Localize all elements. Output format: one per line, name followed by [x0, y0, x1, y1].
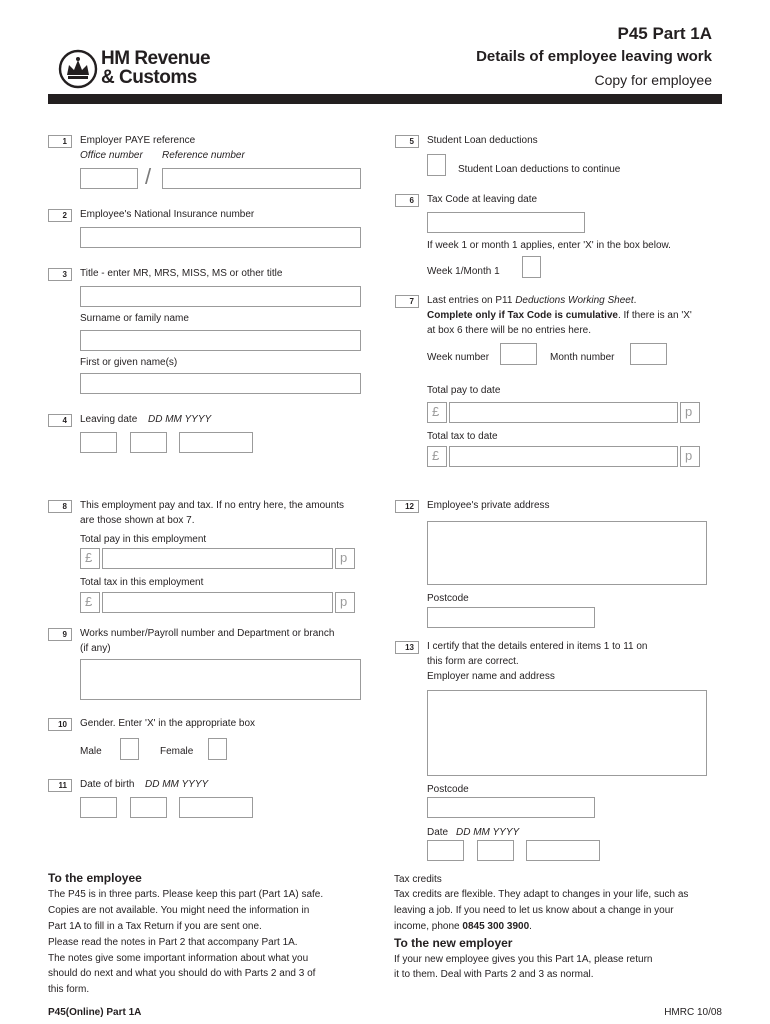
- box6-note: at box 6 there will be no entries here.: [427, 325, 591, 336]
- employee-notes-5: The notes give some important information about what you: [48, 953, 309, 964]
- gender-label: Gender. Enter 'X' in the appropriate box: [80, 718, 256, 729]
- cumulative-rest: . If there is an 'X': [617, 310, 692, 321]
- form-subtitle: Details of employee leaving work: [476, 48, 712, 65]
- pound-icon: £: [432, 404, 440, 419]
- works-number-label-2: (if any): [80, 643, 111, 654]
- employment-pay-label-2: are those shown at box 7.: [80, 515, 195, 526]
- total-pay-to-date-field[interactable]: [449, 402, 678, 423]
- box-number-10: 10: [48, 718, 72, 731]
- employee-notes-3: Part 1A to fill in a Tax Return if you are sent one.: [48, 921, 262, 932]
- employer-postcode-label: Postcode: [427, 784, 469, 795]
- employee-postcode-field[interactable]: [427, 607, 595, 628]
- pound-icon: £: [432, 448, 440, 463]
- employee-notes-6: should do next and what you should do with Parts 2 and 3 of: [48, 968, 316, 979]
- first-name-field[interactable]: [80, 373, 361, 394]
- pound-icon: £: [85, 550, 93, 565]
- box-number-8: 8: [48, 500, 72, 513]
- box-number-4: 4: [48, 414, 72, 427]
- box-number-7: 7: [395, 295, 419, 308]
- employee-notes-1: The P45 is in three parts. Please keep this part (Part 1A) safe.: [48, 889, 324, 900]
- student-loan-checkbox[interactable]: [427, 154, 446, 176]
- title-label: Title - enter MR, MRS, MISS, MS or other title: [80, 268, 283, 279]
- week-number-field[interactable]: [500, 343, 537, 365]
- ni-number-field[interactable]: [80, 227, 361, 248]
- employee-notes-2: Copies are not available. You might need the information in: [48, 905, 310, 916]
- phone-prefix: income, phone: [394, 921, 463, 932]
- private-address-field[interactable]: [427, 521, 707, 585]
- form-ref: HMRC 10/08: [664, 1007, 722, 1018]
- to-employee-heading: To the employee: [48, 871, 142, 885]
- box-number-12: 12: [395, 500, 419, 513]
- box-number-5: 5: [395, 135, 419, 148]
- female-label: Female: [160, 746, 194, 757]
- office-number-label: Office number: [80, 150, 143, 161]
- ni-number-label: Employee's National Insurance number: [80, 209, 255, 220]
- reference-number-field[interactable]: [162, 168, 361, 189]
- certify-day-field[interactable]: [427, 840, 464, 861]
- employment-pay-label-1: This employment pay and tax. If no entry here, the amounts: [80, 500, 345, 511]
- week1-note: If week 1 or month 1 applies, enter 'X' in the box below.: [427, 240, 671, 251]
- total-pay-employment-label: Total pay in this employment: [80, 534, 207, 545]
- week-number-label: Week number: [427, 352, 490, 363]
- brand-line2: & Customs: [101, 67, 197, 88]
- employer-postcode-field[interactable]: [427, 797, 595, 818]
- total-pay-to-date-label: Total pay to date: [427, 385, 501, 396]
- form-id: P45(Online) Part 1A: [48, 1007, 142, 1018]
- dob-month-field[interactable]: [130, 797, 167, 818]
- working-sheet-text: Deductions Working Sheet: [515, 295, 634, 306]
- total-tax-to-date-field[interactable]: [449, 446, 678, 467]
- week1-month1-checkbox[interactable]: [522, 256, 541, 278]
- total-tax-employment-field[interactable]: [102, 592, 333, 613]
- employee-postcode-label: Postcode: [427, 593, 469, 604]
- hmrc-logo: [58, 48, 233, 90]
- form-title: P45 Part 1A: [617, 24, 712, 43]
- reference-number-label: Reference number: [162, 150, 245, 161]
- employer-paye-label: Employer PAYE reference: [80, 135, 196, 146]
- week1-month1-label: Week 1/Month 1: [427, 266, 500, 277]
- new-employer-heading: To the new employer: [394, 936, 513, 950]
- leaving-day-field[interactable]: [80, 432, 117, 453]
- pound-icon: £: [85, 594, 93, 609]
- surname-field[interactable]: [80, 330, 361, 351]
- dob-day-field[interactable]: [80, 797, 117, 818]
- certify-date-label: Date: [427, 827, 449, 838]
- certify-month-field[interactable]: [477, 840, 514, 861]
- phone-suffix: .: [529, 921, 532, 932]
- certify-line-2: this form are correct.: [427, 656, 519, 667]
- month-number-field[interactable]: [630, 343, 667, 365]
- total-pay-employment-field[interactable]: [102, 548, 333, 569]
- box-number-6: 6: [395, 194, 419, 207]
- pence-icon: p: [340, 550, 348, 565]
- office-number-field[interactable]: [80, 168, 138, 189]
- tax-code-label: Tax Code at leaving date: [427, 194, 538, 205]
- phone-number: 0845 300 3900: [462, 921, 530, 932]
- dob-format: DD MM YYYY: [145, 779, 209, 790]
- works-number-field[interactable]: [80, 659, 361, 700]
- pence-icon: p: [685, 448, 693, 463]
- cumulative-note: [427, 309, 692, 322]
- leaving-year-field[interactable]: [179, 432, 253, 453]
- first-name-label: First or given name(s): [80, 357, 178, 368]
- box-number-3: 3: [48, 268, 72, 281]
- paye-slash: /: [145, 164, 152, 189]
- last-entries-text: Last entries on P11: [427, 295, 516, 306]
- new-employer-line-1: If your new employee gives you this Part 1A, please return: [394, 954, 653, 965]
- copy-label: Copy for employee: [594, 72, 712, 88]
- male-checkbox[interactable]: [120, 738, 139, 760]
- month-number-label: Month number: [550, 352, 615, 363]
- tax-credits-line-1: Tax credits are flexible. They adapt to changes in your life, such as: [394, 889, 689, 900]
- tax-code-field[interactable]: [427, 212, 585, 233]
- employer-name-address-label: Employer name and address: [427, 671, 555, 682]
- last-entries-period: .: [633, 295, 637, 306]
- dob-label: Date of birth: [80, 779, 135, 790]
- certify-year-field[interactable]: [526, 840, 600, 861]
- pence-icon: p: [340, 594, 348, 609]
- student-loan-continue-label: Student Loan deductions to continue: [458, 164, 621, 175]
- employer-address-field[interactable]: [427, 690, 707, 776]
- new-employer-line-2: it to them. Deal with Parts 2 and 3 as normal.: [394, 969, 594, 980]
- box-number-11: 11: [48, 779, 72, 792]
- pence-icon: p: [685, 404, 693, 419]
- title-field[interactable]: [80, 286, 361, 307]
- student-loan-label: Student Loan deductions: [427, 135, 538, 146]
- works-number-label-1: Works number/Payroll number and Department or branch: [80, 628, 335, 639]
- tax-credits-line-2: leaving a job. If you need to let us know about a change in your: [394, 905, 674, 916]
- header-rule: [48, 94, 722, 104]
- leaving-month-field[interactable]: [130, 432, 167, 453]
- total-tax-employment-label: Total tax in this employment: [80, 577, 204, 588]
- box-number-2: 2: [48, 209, 72, 222]
- cumulative-bold: Complete only if Tax Code is cumulative: [427, 310, 618, 321]
- male-label: Male: [80, 746, 102, 757]
- certify-date-format: DD MM YYYY: [456, 827, 520, 838]
- employee-notes-4: Please read the notes in Part 2 that accompany Part 1A.: [48, 937, 298, 948]
- private-address-label: Employee's private address: [427, 500, 550, 511]
- female-checkbox[interactable]: [208, 738, 227, 760]
- tax-credits-heading: Tax credits: [394, 874, 442, 885]
- leaving-date-label: Leaving date: [80, 414, 138, 425]
- surname-label: Surname or family name: [80, 313, 189, 324]
- box-number-9: 9: [48, 628, 72, 641]
- crown-crest-icon: [58, 48, 98, 90]
- tax-credits-phone-line: [394, 920, 532, 933]
- last-entries-label: [427, 294, 636, 307]
- box-number-13: 13: [395, 641, 419, 654]
- total-tax-to-date-label: Total tax to date: [427, 431, 498, 442]
- box-number-1: 1: [48, 135, 72, 148]
- certify-line-1: I certify that the details entered in items 1 to 11 on: [427, 641, 648, 652]
- leaving-date-format: DD MM YYYY: [148, 414, 212, 425]
- employee-notes-7: this form.: [48, 984, 90, 995]
- brand-line1: HM Revenue: [101, 48, 211, 69]
- dob-year-field[interactable]: [179, 797, 253, 818]
